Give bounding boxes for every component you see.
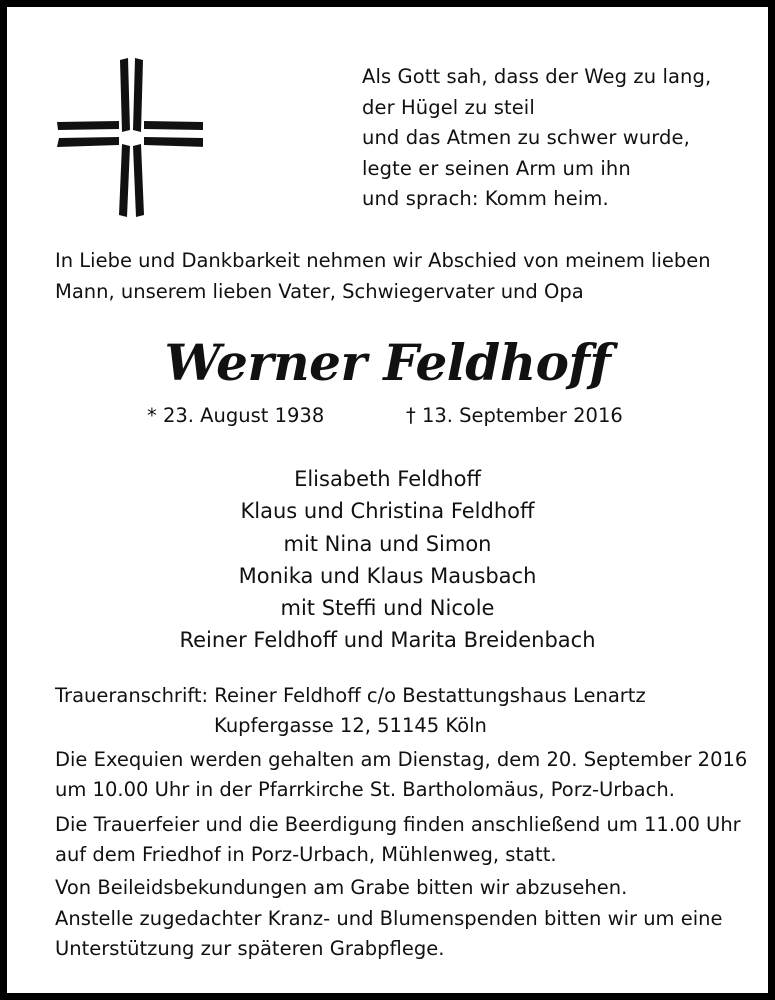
birth-date-text: * 23. August 1938 bbox=[147, 404, 325, 427]
paragraph-line: um 10.00 Uhr in der Pfarrkirche St. Bartholomäus, Porz-Urbach. bbox=[55, 778, 675, 801]
death-date-text: † 13. September 2016 bbox=[406, 404, 623, 427]
family-member: Reiner Feldhoff und Marita Breidenbach bbox=[179, 628, 596, 653]
intro-line: In Liebe und Dankbarkeit nehmen wir Abschied von meinem lieben bbox=[55, 249, 711, 272]
family-list bbox=[7, 463, 768, 657]
mourning-address bbox=[55, 681, 646, 741]
intro-text bbox=[55, 246, 711, 307]
condolence-note bbox=[55, 873, 627, 903]
funeral-service-info bbox=[55, 745, 747, 805]
deceased-name: Werner Feldhoff bbox=[164, 333, 611, 392]
paragraph-line: Von Beileidsbekundungen am Grabe bitten wir abzusehen. bbox=[55, 876, 628, 899]
poem-line: der Hügel zu steil bbox=[362, 95, 535, 119]
paragraph-line: auf dem Friedhof in Porz-Urbach, Mühlenweg, statt. bbox=[55, 843, 557, 866]
family-member: Monika und Klaus Mausbach bbox=[238, 563, 537, 588]
poem bbox=[362, 62, 711, 215]
paragraph-line: Die Exequien werden gehalten am Dienstag, dem 20. September 2016 bbox=[55, 748, 748, 771]
paragraph-line: Die Trauerfeier und die Beerdigung finden anschließend um 11.00 Uhr bbox=[55, 813, 741, 836]
family-member: Elisabeth Feldhoff bbox=[294, 467, 481, 491]
family-member: mit Nina und Simon bbox=[283, 531, 492, 556]
donation-note bbox=[55, 904, 723, 964]
poem-line: und das Atmen zu schwer wurde, bbox=[362, 126, 690, 149]
poem-line: und sprach: Komm heim. bbox=[362, 187, 609, 210]
poem-line: Als Gott sah, dass der Weg zu lang, bbox=[362, 65, 712, 88]
death-date bbox=[406, 401, 623, 431]
burial-info bbox=[55, 810, 741, 870]
address-line: Kupfergasse 12, 51145 Köln bbox=[214, 714, 487, 737]
paragraph-line: Unterstützung zur späteren Grabpflege. bbox=[55, 937, 445, 960]
address-line: Traueranschrift: Reiner Feldhoff c/o Bestattungshaus Lenartz bbox=[55, 684, 646, 707]
paragraph-line: Anstelle zugedachter Kranz- und Blumenspenden bitten wir um eine bbox=[55, 907, 723, 930]
cross-icon bbox=[53, 52, 203, 222]
intro-line: Mann, unserem lieben Vater, Schwiegervater und Opa bbox=[55, 279, 584, 303]
family-member: Klaus und Christina Feldhoff bbox=[240, 499, 535, 524]
birth-date bbox=[147, 401, 324, 431]
poem-line: legte er seinen Arm um ihn bbox=[362, 156, 631, 180]
family-member: mit Steffi und Nicole bbox=[280, 596, 495, 621]
